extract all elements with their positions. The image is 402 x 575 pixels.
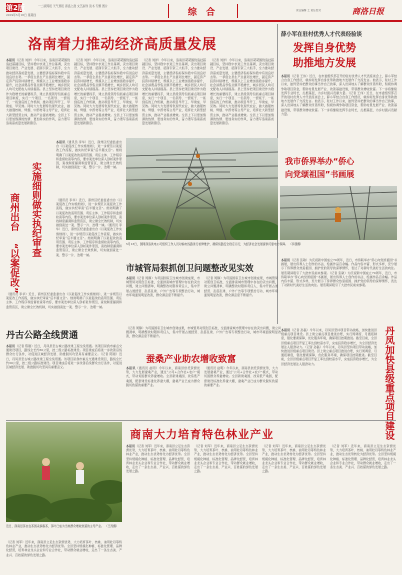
silk-body-col1 <box>126 366 200 416</box>
tea-caption: 近日，商南县茶农在茶园采摘春茶，茶叶已成为当地群众增收致富的主导产业。 （王涛摄） <box>6 524 119 528</box>
silk-body: （通讯员 赵明）今年以来，商南县依托资源优势，大力发展蚕桑产业，通过“公司+合作社+农户”模式，带动贫困群众养蚕增收。全县新建桑园、改造低产桑园，配套建设标准化养蚕大棚，蚕桑产业已成为群众脱贫致富的重要产业。 <box>126 366 200 387</box>
tea-pickers-illustration <box>6 422 122 522</box>
paper-name: 商洛日报 <box>352 7 384 16</box>
forestry-body-cont: （记者 刘军）近年来，商南县立足生态资源优势，大力培育茶叶、核桃、油用牡丹等特色林业产业，推动生态优势转化为经济优势。全县坚持规模化种植、标准化管理、品牌化经营，培育林业龙头企业和专业合作社，带动群众就业增收，走出了一条生态美、产业兴、百姓富的绿色发展之路。 <box>262 444 326 474</box>
commerce-body-cont: （通讯员 李华）近日，商州区纪委监委出台《以案促改工作实施细则》，进一步规范以案促改工作流程，做实执纪审查“后半篇文章”。细则明确了以案促改的适用范围、责任主体、工作程序和监督检查等内容，要求案发单位深入剖析案件原因，查找制度漏洞和监管盲区，建立健全长效机制，切实做到查处一案、警示一片、治理一域。 <box>6 292 122 309</box>
silk-body-cont: （通讯员 赵明）今年以来，商南县依托资源优势，大力发展蚕桑产业，通过“公司+合作社+农户”模式，带动贫困群众养蚕增收。全县新建桑园、改造低产桑园，配套建设标准化养蚕大棚，蚕桑产业已成为群众脱贫致富的重要产业。 <box>204 366 278 387</box>
forestry-article <box>126 444 397 570</box>
tea-photo <box>6 422 122 522</box>
talent-lead-in: 本报讯 <box>281 74 291 78</box>
talent-body-text: （记者 王伟）近日，在市委组织部召开的驻村优秀人才代表座谈会上，薛小军结合自身工作经历，就如何发挥自身优势助推地方发展作了交流发言。他表示，驻村工作以来，始终坚持把群众的事当作自己的事，深入田间地头了解群众所思所盼，积极协调争取项目资金，帮助村里发展产业、改善基础设施，带领群众增收致富。下一步将继续发挥专业特长，扎根基层，为乡村振兴贡献力量。 <box>281 74 397 95</box>
talent-headline-2: 助推地方发展 <box>293 57 356 69</box>
city-body-col1 <box>126 276 200 324</box>
fengxian-headline: 丹凤加快县级重点项目建设 <box>383 326 394 440</box>
talent-kicker: 薛小军在驻村优秀人才代表经验谈 <box>281 32 362 38</box>
commerce-body: （通讯员 李华）近日，商州区纪委监委出台《以案促改工作实施细则》，进一步规范以案促改工作流程，做实执纪审查“后半篇文章”。细则明确了以案促改的适用范围、责任主体、工作程序和监督检查等内容，要求案发单位深入剖析案件原因，查找制度漏洞和监管盲区，建立健全长效机制，切实做到查处一案、警示一片、治理一域。 <box>56 140 122 170</box>
lead-body: （记者 刘洋）今年以来，洛南县紧紧围绕追赶超越目标，坚持稳中求进工作总基调，突出项目建设、产业发展、招商引资三大抓手，全力推动经济高质量发展，主要经济指标保持稳中有进良好态势。一季度全县生产总值同比增长，固定资产投资持续增长，规模以上工业增加值稳步提升，社会消费品零售总额平稳增长，城乡居民人均可支配收入持续提高。县上坚持把项目建设作为稳增长的重要抓手，建立县级领导包抓重点项目制度，实行一个项目、一名领导、一套班子、一抓到底的工作机制，推动项目早开工、早建成、早见效。同时大力发展特色现代农业，做大做强核桃、烤烟、中药材等主导产业，培育壮大新型经营主体，推动产业提质增效。全县上下以更加饱满的热情、更加务实的作风，奋力谱写洛南高质量发展新篇章。 <box>6 58 70 126</box>
lead-lead-in: 本报讯 <box>6 58 16 62</box>
talent-headline-1: 发挥自身优势 <box>293 42 356 54</box>
silk-lead-in: 本报讯 <box>126 366 136 370</box>
commerce-headline-3: “以案促改” <box>8 243 19 294</box>
forestry-body-col3 <box>262 444 326 570</box>
masthead-rule <box>0 20 402 22</box>
forestry-body-cont: （记者 刘军）近年来，商南县立足生态资源优势，大力培育茶叶、核桃、油用牡丹等特色林业产业，推动生态优势转化为经济优势。全县坚持规模化种植、标准化管理、品牌化经营，培育林业龙头企业和专业合作社，带动群众就业增收，走出了一条生态美、产业兴、百姓富的绿色发展之路。 <box>330 444 396 470</box>
lead-body-cont: （记者 刘洋）今年以来，洛南县紧紧围绕追赶超越目标，坚持稳中求进工作总基调，突出项目建设、产业发展、招商引资三大抓手，全力推动经济高质量发展，主要经济指标保持稳中有进良好态势。一季度全县生产总值同比增长，固定资产投资持续增长，规模以上工业增加值稳步提升，社会消费品零售总额平稳增长，城乡居民人均可支配收入持续提高。县上坚持把项目建设作为稳增长的重要抓手，建立县级领导包抓重点项目制度，实行一个项目、一名领导、一套班子、一抓到底的工作机制，推动项目早开工、早建成、早见效。同时大力发展特色现代农业，做大做强核桃、烤烟、中药材等主导产业，培育壮大新型经营主体，推动产业提质增效。全县上下以更加饱满的热情、更加务实的作风，奋力谱写洛南高质量发展新篇章。 <box>74 58 138 126</box>
commerce-body-top <box>56 140 122 195</box>
fengxian-body-text: （记者 孙磊）今年以来，丹凤县坚持项目带动战略，加快推进县级重点项目建设。县上建立重点项目推进台账，实行周调度、月通报制度，强化要素保障，优化服务环境，确保项目按期推进。截至目前，全县县级重点项目开复工率达到较高水平，完成投资稳步增长，为全县经济发展注入强劲动力。 <box>281 328 377 349</box>
overseas-headline-1: 我市侨界举办“侨心 <box>285 157 355 166</box>
commerce-lead-in: 本报讯 <box>56 140 66 144</box>
forestry-body-cont: （记者 刘军）近年来，商南县立足生态资源优势，大力培育茶叶、核桃、油用牡丹等特色林业产业，推动生态优势转化为经济优势。全县坚持规模化种植、标准化管理、品牌化经营，培育林业龙头企业和专业合作社，带动群众就业增收，走出了一条生态美、产业兴、百姓富的绿色发展之路。 <box>6 540 122 557</box>
lead-body-col2 <box>74 58 138 132</box>
overseas-lead-in: 本报讯 <box>281 258 291 262</box>
silk-headline: 蚕桑产业助农增收致富 <box>146 355 237 365</box>
commerce-headline-1: 实施细则做实执纪审查 <box>30 162 41 257</box>
worker-photo <box>280 186 397 240</box>
forestry-body-col4 <box>330 444 396 570</box>
talent-body-text: （记者 王伟）近日，在市委组织部召开的驻村优秀人才代表座谈会上，薛小军结合自身工作经历，就如何发挥自身优势助推地方发展作了交流发言。他表示，驻村工作以来，始终坚持把群众的事当作自己的事，深入田间地头了解群众所思所盼，积极协调争取项目资金，帮助村里发展产业、改善基础设施，带领群众增收致富。下一步将继续发挥专业特长，扎根基层，为乡村振兴贡献力量。 <box>281 90 397 116</box>
pylon-caption: 5月13日，国网商洛供电公司组织工作人员对输电线路进行检修维护，确保线路安全稳定运行，为经济社会发展提供可靠电力保障。 （李朋摄） <box>126 242 303 246</box>
lineman-illustration <box>280 186 397 240</box>
masthead <box>0 0 402 22</box>
section-title: 综 合 <box>187 8 219 18</box>
forestry-body-col1 <box>126 444 190 570</box>
forestry-body-cont: （记者 刘军）近年来，商南县立足生态资源优势，大力培育茶叶、核桃、油用牡丹等特色林业产业，推动生态优势转化为经济优势。全县坚持规模化种植、标准化管理、品牌化经营，培育林业龙头企业和专业合作社，带动群众就业增收，走出了一条生态美、产业兴、百姓富的绿色发展之路。 <box>194 444 258 474</box>
overseas-headline-2: 向党颂祖国”书画展 <box>285 170 355 179</box>
power-pylon-illustration <box>126 138 278 240</box>
commerce-headline-2: 商州出台 <box>8 193 19 231</box>
tea-side-text <box>6 540 122 572</box>
lead-article <box>6 26 274 134</box>
road-body-text: （记者 陈刚）近日，丹凤县至古城公路改建工程全线贯通。该项目是我市重点交通建设项目，路线全长约30公里，按二级公路标准建设。项目建成后将进一步改善沿线群众出行条件，对促进区域经济发展、助推脱贫攻坚具有重要意义。 <box>6 352 122 370</box>
forestry-headline: 商南大力培育特色林业产业 <box>130 428 274 441</box>
city-lead-in: 本报讯 <box>126 276 136 280</box>
lead-body-col3 <box>142 58 206 132</box>
forestry-body: （记者 刘军）近年来，商南县立足生态资源优势，大力培育茶叶、核桃、油用牡丹等特色林业产业，推动生态优势转化为经济优势。全县坚持规模化种植、标准化管理、品牌化经营，培育林业龙头企业和专业合作社，带动群众就业增收，走出了一条生态美、产业兴、百姓富的绿色发展之路。 <box>126 444 190 474</box>
overseas-body <box>281 258 397 322</box>
pylon-photo <box>126 138 278 240</box>
overseas-body-text: （记者 张敏）为庆祝新中国成立70周年，近日，市侨联举办“侨心向党颂祖国”书画展，展出侨界人士创作的书法、绘画作品百余幅。作品内容丰富、形式多样，充分展示了侨界群众热爱祖国、拥护党的领导的深厚情怀，表达了对新时代美好生活的向往。展览期间吸引了大批市民前来参观。 <box>281 258 397 275</box>
issue-date: 2019年5月16日 星期四 <box>6 13 37 17</box>
fengxian-body <box>281 328 377 416</box>
page-number: 第2版 <box>6 4 25 12</box>
commerce-body-cont: （通讯员 李华）近日，商州区纪委监委出台《以案促改工作实施细则》，进一步规范以案促改工作流程，做实执纪审查“后半篇文章”。细则明确了以案促改的适用范围、责任主体、工作程序和监督检查等内容，要求案发单位深入剖析案件原因，查找制度漏洞和监管盲区，建立健全长效机制，切实做到查处一案、警示一片、治理一域。 <box>56 198 122 228</box>
overseas-article <box>281 150 397 186</box>
lead-body-col1 <box>6 58 70 132</box>
city-body-cont: （记者 周静）为巩固国家卫生城市创建成果，市城管局对照创卫标准，全面排查城市管理中存在的突出问题，建立问题清单，明确整改时限和责任人，集中开展占道经营、乱搭乱建、户外广告等专项整治行动，城市环境面貌明显改善，群众满意度不断提升。 <box>126 326 281 339</box>
fengxian-body-text: （记者 孙磊）今年以来，丹凤县坚持项目带动战略，加快推进县级重点项目建设。县上建立重点项目推进台账，实行周调度、月通报制度，强化要素保障，优化服务环境，确保项目按期推进。截至目前，全县县级重点项目开复工率达到较高水平，完成投资稳步增长，为全县经济发展注入强劲动力。 <box>281 344 377 366</box>
road-headline: 丹古公路全线贯通 <box>6 331 79 341</box>
road-body <box>6 344 122 416</box>
silk-article <box>126 350 281 416</box>
road-body-text: （记者 陈刚）近日，丹凤县至古城公路改建工程全线贯通。该项目是我市重点交通建设项目，路线全长约30公里，按二级公路标准建设。项目建成后将进一步改善沿线群众出行条件，对促进区域经济发展、助推脱贫攻坚具有重要意义。 <box>6 344 122 357</box>
road-lead-in: 本报讯 <box>6 344 16 348</box>
fengxian-article <box>281 326 397 440</box>
overseas-body-text: （记者 张敏）为庆祝新中国成立70周年，近日，市侨联举办“侨心向党颂祖国”书画展，展出侨界人士创作的书法、绘画作品百余幅。作品内容丰富、形式多样，充分展示了侨界群众热爱祖国、拥护党的领导的深厚情怀，表达了对新时代美好生活的向往。展览期间吸引了大批市民前来参观。 <box>281 270 397 288</box>
city-headline: 市城管局狠抓创卫问题整改见实效 <box>126 264 254 274</box>
bottom-divider <box>6 420 396 421</box>
nav-strip: 一二版简报 天气预报 商洛之窗 文艺副刊 读书 专题 图片 <box>38 4 108 8</box>
road-article <box>6 326 122 416</box>
forestry-lead-in: 本报讯 <box>126 444 136 448</box>
city-body-col2 <box>204 276 278 324</box>
city-body-cont: （记者 周静）为巩固国家卫生城市创建成果，市城管局对照创卫标准，全面排查城市管理中存在的突出问题，建立问题清单，明确整改时限和责任人，集中开展占道经营、乱搭乱建、户外广告等专项整治行动，城市环境面貌明显改善，群众满意度不断提升。 <box>204 276 278 297</box>
lead-body-cont: （记者 刘洋）今年以来，洛南县紧紧围绕追赶超越目标，坚持稳中求进工作总基调，突出项目建设、产业发展、招商引资三大抓手，全力推动经济高质量发展，主要经济指标保持稳中有进良好态势。一季度全县生产总值同比增长，固定资产投资持续增长，规模以上工业增加值稳步提升，社会消费品零售总额平稳增长，城乡居民人均可支配收入持续提高。县上坚持把项目建设作为稳增长的重要抓手，建立县级领导包抓重点项目制度，实行一个项目、一名领导、一套班子、一抓到底的工作机制，推动项目早开工、早建成、早见效。同时大力发展特色现代农业，做大做强核桃、烤烟、中药材等主导产业，培育壮大新型经营主体，推动产业提质增效。全县上下以更加饱满的热情、更加务实的作风，奋力谱写洛南高质量发展新篇章。 <box>210 58 274 126</box>
fengxian-lead-in: 本报讯 <box>281 328 291 332</box>
silk-body-col2 <box>204 366 278 416</box>
forestry-body-col2 <box>194 444 258 570</box>
commerce-body-cont: （通讯员 李华）近日，商州区纪委监委出台《以案促改工作实施细则》，进一步规范以案促改工作流程，做实执纪审查“后半篇文章”。细则明确了以案促改的适用范围、责任主体、工作程序和监督检查等内容，要求案发单位深入剖析案件原因，查找制度漏洞和监管盲区，建立健全长效机制，切实做到查处一案、警示一片、治理一域。 <box>56 223 122 257</box>
city-body: （记者 周静）为巩固国家卫生城市创建成果，市城管局对照创卫标准，全面排查城市管理中存在的突出问题，建立问题清单，明确整改时限和责任人，集中开展占道经营、乱搭乱建、户外广告等专项整治行动，城市环境面貌明显改善，群众满意度不断提升。 <box>126 276 200 297</box>
editor-line: 责任编辑 王 责任校对 <box>296 9 321 12</box>
lead-continued-bottom <box>6 292 122 320</box>
lead-headline: 洛南着力推动经济高质量发展 <box>28 37 217 53</box>
city-body-bottom <box>126 326 281 350</box>
city-article <box>126 258 281 324</box>
lead-body-cont: （记者 刘洋）今年以来，洛南县紧紧围绕追赶超越目标，坚持稳中求进工作总基调，突出项目建设、产业发展、招商引资三大抓手，全力推动经济高质量发展，主要经济指标保持稳中有进良好态势。一季度全县生产总值同比增长，固定资产投资持续增长，规模以上工业增加值稳步提升，社会消费品零售总额平稳增长，城乡居民人均可支配收入持续提高。县上坚持把项目建设作为稳增长的重要抓手，建立县级领导包抓重点项目制度，实行一个项目、一名领导、一套班子、一抓到底的工作机制，推动项目早开工、早建成、早见效。同时大力发展特色现代农业，做大做强核桃、烤烟、中药材等主导产业，培育壮大新型经营主体，推动产业提质增效。全县上下以更加饱满的热情、更加务实的作风，奋力谱写洛南高质量发展新篇章。 <box>142 58 206 126</box>
lead-body-col4 <box>210 58 274 132</box>
